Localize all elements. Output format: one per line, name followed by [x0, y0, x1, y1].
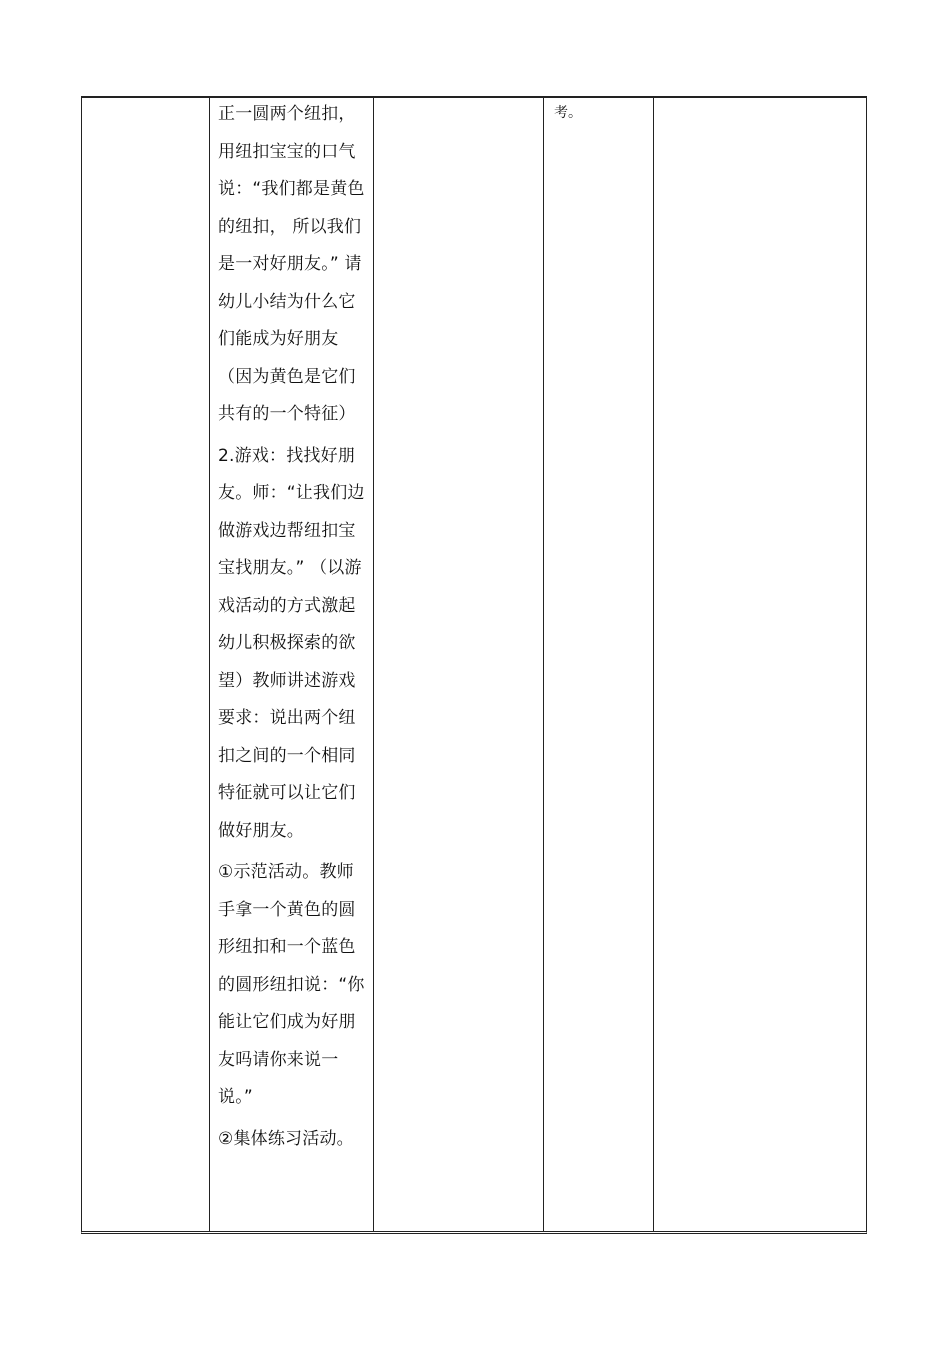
paragraph-demo: ①示范活动。教师手拿一个黄色的圆形纽扣和一个蓝色的圆形纽扣说：“你能让它们成为好朋友吗请你来说一说。”	[218, 862, 365, 1107]
notes-cell	[544, 98, 654, 1231]
paragraph-button-intro: 正一圆两个纽扣，用纽扣宝宝的口气说：“我们都是黄色的纽扣， 所以我们是一对好朋友。” 请幼儿小结为什么它们能成为好朋友（因为黄色是它们共有的一个特征）	[218, 104, 365, 424]
notes-text: 考。	[554, 105, 582, 121]
paragraph-group-practice: ②集体练习活动。	[218, 1128, 354, 1149]
activity-process-cell	[210, 98, 373, 1231]
paragraph-game: 2.游戏：找找好朋友。师：“让我们边做游戏边帮纽扣宝宝找朋友。” （以游戏活动的方式激起幼儿积极探索的欲望）教师讲述游戏要求：说出两个纽扣之间的一个相同特征就可以让它们做好朋友。	[218, 445, 365, 841]
column-divider	[373, 98, 374, 1231]
lesson-table	[81, 96, 867, 1234]
